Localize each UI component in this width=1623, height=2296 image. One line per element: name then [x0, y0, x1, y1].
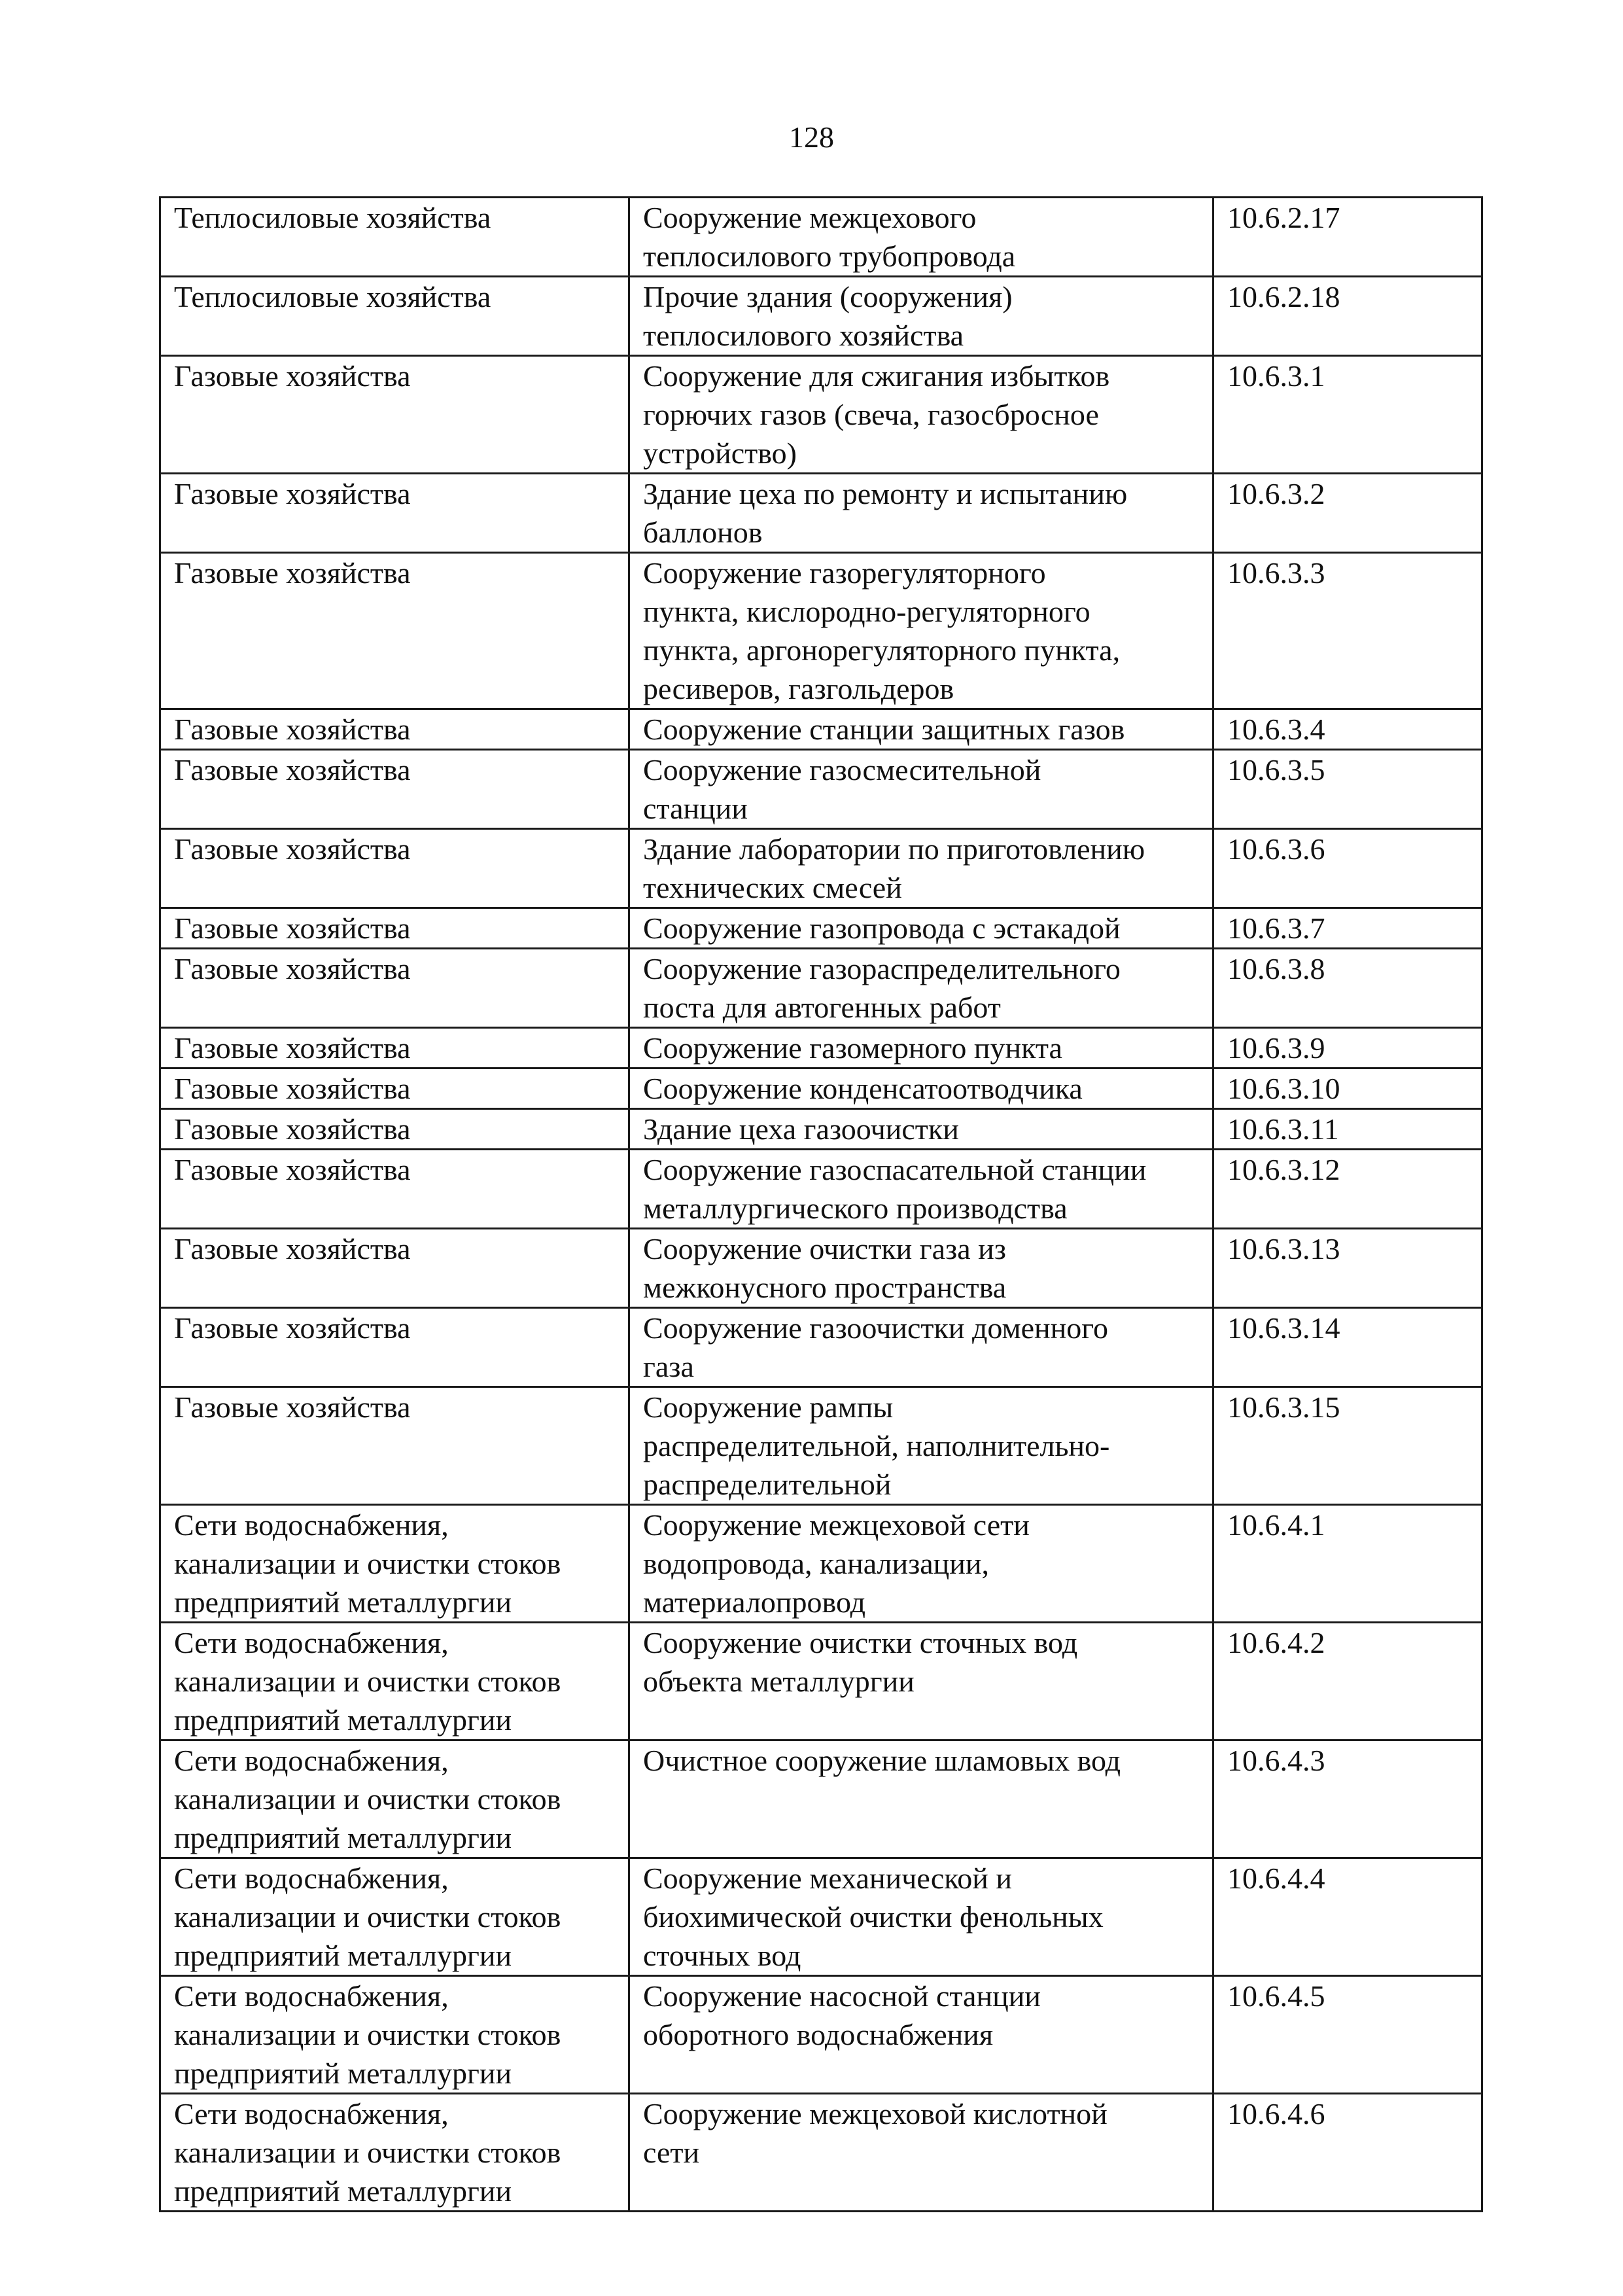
code-text: 10.6.3.11 [1227, 1112, 1339, 1146]
code-cell [1213, 474, 1482, 553]
category-cell [160, 1229, 629, 1308]
object-text: Сооружение конденсатоотводчика [643, 1072, 1083, 1105]
object-cell [629, 949, 1213, 1028]
table-row [160, 1976, 1482, 2094]
code-text: 10.6.4.5 [1227, 1979, 1325, 2013]
object-text: Сооружение рампы распределительной, наполнительно- распределительной [643, 1390, 1110, 1501]
category-cell [160, 750, 629, 829]
object-cell [629, 1505, 1213, 1623]
category-cell [160, 949, 629, 1028]
code-cell [1213, 1976, 1482, 2094]
category-text: Газовые хозяйства [174, 952, 411, 985]
category-cell [160, 1028, 629, 1069]
code-text: 10.6.3.6 [1227, 832, 1325, 866]
code-cell [1213, 1505, 1482, 1623]
category-text: Газовые хозяйства [174, 1311, 411, 1345]
table-row [160, 750, 1482, 829]
code-cell [1213, 1623, 1482, 1740]
object-text: Сооружение газоочистки доменного газа [643, 1311, 1108, 1383]
object-cell [629, 1069, 1213, 1109]
category-cell [160, 474, 629, 553]
object-cell [629, 553, 1213, 709]
object-text: Сооружение насосной станции оборотного водоснабжения [643, 1979, 1041, 2051]
code-cell [1213, 1069, 1482, 1109]
table-row [160, 198, 1482, 277]
code-cell [1213, 356, 1482, 474]
code-text: 10.6.4.1 [1227, 1508, 1325, 1542]
category-cell [160, 1623, 629, 1740]
table-row [160, 1623, 1482, 1740]
code-text: 10.6.3.9 [1227, 1031, 1325, 1065]
object-cell [629, 750, 1213, 829]
object-cell [629, 1308, 1213, 1387]
category-text: Теплосиловые хозяйства [174, 280, 491, 313]
table-row [160, 2094, 1482, 2212]
object-text: Сооружение станции защитных газов [643, 713, 1125, 746]
category-cell [160, 553, 629, 709]
category-cell [160, 198, 629, 277]
code-text: 10.6.3.8 [1227, 952, 1325, 985]
category-cell [160, 356, 629, 474]
classification-table [159, 196, 1483, 2212]
object-cell [629, 1623, 1213, 1740]
object-text: Сооружение газоспасательной станции металлургического производства [643, 1153, 1147, 1225]
category-text: Сети водоснабжения, канализации и очистки стоков предприятий металлургии [174, 1626, 561, 1737]
code-text: 10.6.3.4 [1227, 713, 1325, 746]
code-cell [1213, 1109, 1482, 1150]
category-text: Газовые хозяйства [174, 753, 411, 786]
object-text: Сооружение газорегуляторного пункта, кислородно-регуляторного пункта, аргонорегуляторного пункта, ресиверов, газгольдеров [643, 556, 1121, 705]
category-text: Газовые хозяйства [174, 1390, 411, 1424]
category-cell [160, 1740, 629, 1858]
category-text: Газовые хозяйства [174, 1072, 411, 1105]
category-text: Газовые хозяйства [174, 1153, 411, 1186]
table-row [160, 1387, 1482, 1505]
category-text: Газовые хозяйства [174, 556, 411, 590]
category-cell [160, 277, 629, 356]
object-text: Прочие здания (сооружения) теплосилового хозяйства [643, 280, 1013, 352]
category-text: Газовые хозяйства [174, 1031, 411, 1065]
category-text: Газовые хозяйства [174, 477, 411, 510]
category-text: Теплосиловые хозяйства [174, 201, 491, 234]
object-text: Сооружение газосмесительной станции [643, 753, 1041, 825]
object-cell [629, 356, 1213, 474]
table-body [160, 198, 1482, 2212]
category-cell [160, 1858, 629, 1976]
code-cell [1213, 1740, 1482, 1858]
table-row [160, 949, 1482, 1028]
code-cell [1213, 949, 1482, 1028]
object-text: Сооружение газомерного пункта [643, 1031, 1062, 1065]
object-cell [629, 1858, 1213, 1976]
code-text: 10.6.3.1 [1227, 359, 1325, 393]
category-text: Газовые хозяйства [174, 1232, 411, 1265]
code-cell [1213, 1387, 1482, 1505]
table-row [160, 1858, 1482, 1976]
category-text: Газовые хозяйства [174, 359, 411, 393]
category-cell [160, 709, 629, 750]
table-row [160, 553, 1482, 709]
object-cell [629, 1150, 1213, 1229]
code-text: 10.6.3.5 [1227, 753, 1325, 786]
category-text: Сети водоснабжения, канализации и очистки стоков предприятий металлургии [174, 1862, 561, 1972]
table-row [160, 1150, 1482, 1229]
table-row [160, 1505, 1482, 1623]
code-cell [1213, 1150, 1482, 1229]
code-text: 10.6.4.6 [1227, 2097, 1325, 2130]
code-text: 10.6.3.2 [1227, 477, 1325, 510]
category-text: Газовые хозяйства [174, 713, 411, 746]
code-text: 10.6.4.2 [1227, 1626, 1325, 1659]
category-text: Газовые хозяйства [174, 911, 411, 945]
object-text: Сооружение механической и биохимической очистки фенольных сточных вод [643, 1862, 1104, 1972]
table-row [160, 474, 1482, 553]
code-text: 10.6.3.7 [1227, 911, 1325, 945]
code-text: 10.6.3.10 [1227, 1072, 1340, 1105]
code-text: 10.6.4.3 [1227, 1744, 1325, 1777]
page-number: 128 [789, 120, 834, 154]
category-text: Сети водоснабжения, канализации и очистки стоков предприятий металлургии [174, 1508, 561, 1619]
object-text: Сооружение для сжигания избытков горючих газов (свеча, газосбросное устройство) [643, 359, 1110, 470]
object-text: Сооружение очистки газа из межконусного пространства [643, 1232, 1007, 1304]
code-cell [1213, 1229, 1482, 1308]
category-text: Сети водоснабжения, канализации и очистки стоков предприятий металлургии [174, 1979, 561, 2090]
object-cell [629, 1740, 1213, 1858]
category-cell [160, 2094, 629, 2212]
object-text: Здание цеха газоочистки [643, 1112, 959, 1146]
category-cell [160, 1109, 629, 1150]
category-text: Газовые хозяйства [174, 1112, 411, 1146]
table-row [160, 1109, 1482, 1150]
category-text: Газовые хозяйства [174, 832, 411, 866]
object-text: Здание лаборатории по приготовлению технических смесей [643, 832, 1145, 904]
table-row [160, 356, 1482, 474]
category-cell [160, 1976, 629, 2094]
table-row [160, 1028, 1482, 1069]
object-cell [629, 829, 1213, 908]
category-cell [160, 1505, 629, 1623]
code-text: 10.6.2.18 [1227, 280, 1340, 313]
table-row [160, 908, 1482, 949]
table-row [160, 1069, 1482, 1109]
object-cell [629, 1028, 1213, 1069]
object-text: Сооружение газопровода с эстакадой [643, 911, 1121, 945]
object-text: Очистное сооружение шламовых вод [643, 1744, 1121, 1777]
table-row [160, 709, 1482, 750]
code-text: 10.6.3.15 [1227, 1390, 1340, 1424]
code-text: 10.6.3.14 [1227, 1311, 1340, 1345]
object-cell [629, 198, 1213, 277]
object-text: Сооружение газораспределительного поста для автогенных работ [643, 952, 1121, 1024]
code-cell [1213, 1858, 1482, 1976]
category-text: Сети водоснабжения, канализации и очистки стоков предприятий металлургии [174, 2097, 561, 2208]
code-cell [1213, 553, 1482, 709]
code-cell [1213, 277, 1482, 356]
object-cell [629, 908, 1213, 949]
table-row [160, 829, 1482, 908]
code-text: 10.6.3.3 [1227, 556, 1325, 590]
category-cell [160, 1069, 629, 1109]
table-row [160, 1308, 1482, 1387]
object-cell [629, 709, 1213, 750]
code-text: 10.6.3.12 [1227, 1153, 1340, 1186]
code-cell [1213, 829, 1482, 908]
code-cell [1213, 1308, 1482, 1387]
category-cell [160, 908, 629, 949]
code-cell [1213, 2094, 1482, 2212]
object-cell [629, 1229, 1213, 1308]
table-row [160, 1740, 1482, 1858]
category-text: Сети водоснабжения, канализации и очистки стоков предприятий металлургии [174, 1744, 561, 1854]
code-cell [1213, 750, 1482, 829]
object-text: Сооружение межцеховой кислотной сети [643, 2097, 1108, 2169]
object-text: Здание цеха по ремонту и испытанию баллонов [643, 477, 1128, 549]
object-text: Сооружение межцехового теплосилового трубопровода [643, 201, 1016, 273]
object-cell [629, 2094, 1213, 2212]
object-cell [629, 1387, 1213, 1505]
table-row [160, 277, 1482, 356]
category-cell [160, 1387, 629, 1505]
object-cell [629, 1976, 1213, 2094]
category-cell [160, 1308, 629, 1387]
code-text: 10.6.3.13 [1227, 1232, 1340, 1265]
code-cell [1213, 1028, 1482, 1069]
object-cell [629, 1109, 1213, 1150]
object-text: Сооружение межцеховой сети водопровода, канализации, материалопровод [643, 1508, 1030, 1619]
object-text: Сооружение очистки сточных вод объекта металлургии [643, 1626, 1078, 1698]
code-text: 10.6.2.17 [1227, 201, 1340, 234]
code-text: 10.6.4.4 [1227, 1862, 1325, 1895]
object-cell [629, 277, 1213, 356]
code-cell [1213, 198, 1482, 277]
object-cell [629, 474, 1213, 553]
table-row [160, 1229, 1482, 1308]
category-cell [160, 829, 629, 908]
category-cell [160, 1150, 629, 1229]
code-cell [1213, 908, 1482, 949]
code-cell [1213, 709, 1482, 750]
